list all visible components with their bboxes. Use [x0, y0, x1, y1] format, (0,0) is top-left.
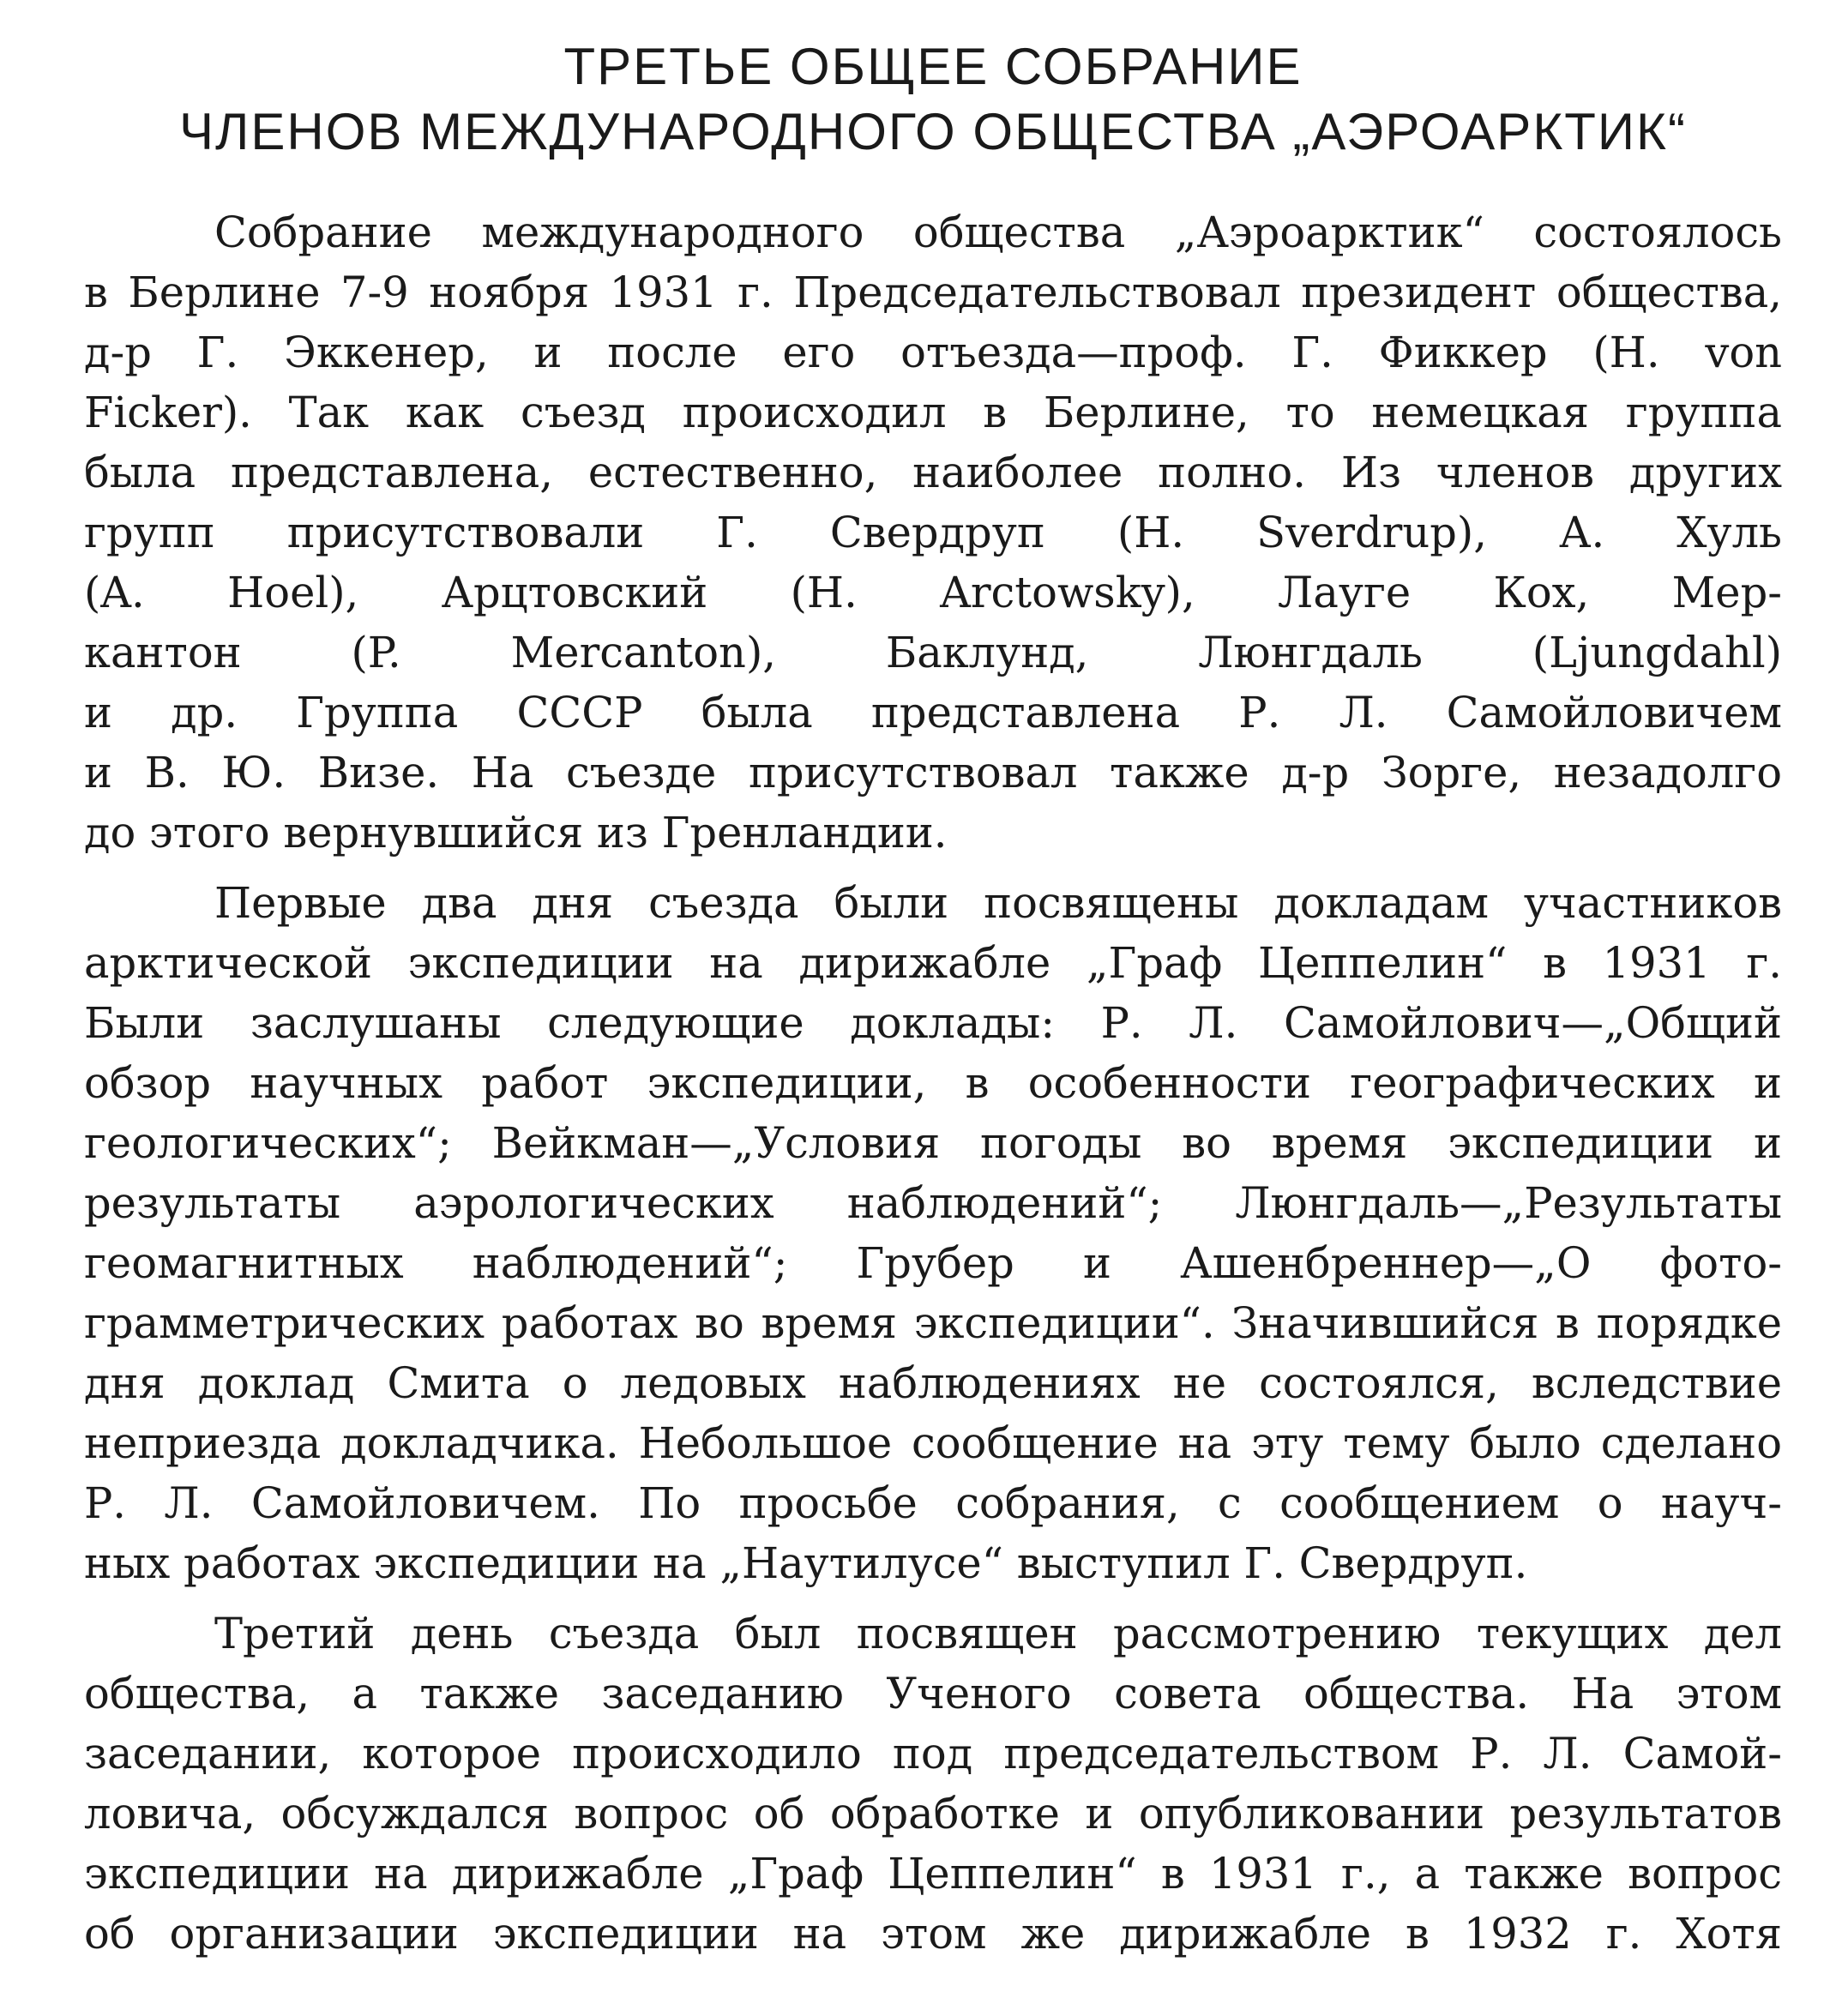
text-line: групп присутствовали Г. Свердруп (H. Sverdrup), А. Хуль [84, 508, 1782, 557]
text-line: в Берлине 7-9 ноября 1931 г. Председательствовал президент общества, [84, 268, 1782, 317]
document-page [84, 34, 1782, 1974]
text-line: кантон (P. Mercanton), Баклунд, Люнгдаль (Ljungdahl) [84, 628, 1782, 677]
article-body [84, 202, 1782, 1964]
text-line: ных работах экспедиции на „Наутилусе“ выступил Г. Свердруп. [84, 1538, 1528, 1588]
text-line: Р. Л. Самойловичем. По просьбе собрания, с сообщением о науч- [84, 1478, 1782, 1528]
text-line: была представлена, естественно, наиболее полно. Из членов других [84, 448, 1782, 497]
text-line: общества, а также заседанию Ученого совета общества. На этом [84, 1669, 1782, 1718]
text-line: и др. Группа СССР была представлена Р. Л. Самойловичем [84, 688, 1782, 737]
text-line: Первые два дня съезда были посвящены докладам участников [214, 878, 1782, 928]
text-line: (A. Hoel), Арцтовский (H. Arctowsky), Лауге Кох, Мер- [84, 568, 1782, 617]
text-line: и В. Ю. Визе. На съезде присутствовал также д-р Зорге, незадолго [84, 748, 1782, 797]
text-line: геомагнитных наблюдений“; Грубер и Ашенбреннер—„О фото- [84, 1238, 1782, 1288]
title-line: ЧЛЕНОВ МЕЖДУНАРОДНОГО ОБЩЕСТВА „АЭРОАРКТИК“ [179, 103, 1687, 160]
document-title [84, 34, 1782, 165]
text-line: Были заслушаны следующие доклады: Р. Л. Самойлович—„Общий [84, 998, 1782, 1048]
text-line: до этого вернувшийся из Гренландии. [84, 808, 948, 858]
text-line: дня доклад Смита о ледовых наблюдениях не состоялся, вследствие [84, 1358, 1782, 1408]
text-line: д-р Г. Эккенер, и после его отъезда—проф. Г. Фиккер (H. von [84, 328, 1782, 377]
text-line: Третий день съезда был посвящен рассмотрению текущих дел [214, 1609, 1782, 1658]
text-line: Собрание международного общества „Аэроарктик“ состоялось [214, 208, 1782, 257]
text-line: геологических“; Вейкман—„Условия погоды во время экспедиции и [84, 1118, 1782, 1168]
text-line: грамметрических работах во время экспедиции“. Значившийся в порядке [84, 1298, 1782, 1348]
text-line: арктической экспедиции на дирижабле „Граф Цеппелин“ в 1931 г. [84, 938, 1782, 988]
paragraph-2 [84, 873, 1782, 1593]
text-line: об организации экспедиции на этом же дирижабле в 1932 г. Хотя [84, 1909, 1782, 1959]
text-line: результаты аэрологических наблюдений“; Люнгдаль—„Результаты [84, 1178, 1782, 1228]
text-line: ловича, обсуждался вопрос об обработке и опубликовании результатов [84, 1789, 1782, 1838]
text-line: экспедиции на дирижабле „Граф Цеппелин“ в 1931 г., а также вопрос [84, 1849, 1782, 1899]
text-line: Ficker). Так как съезд происходил в Берлине, то немецкая группа [84, 388, 1782, 437]
paragraph-1 [84, 202, 1782, 863]
text-line: заседании, которое происходило под председательством Р. Л. Самой- [84, 1729, 1782, 1778]
text-line: обзор научных работ экспедиции, в особенности географических и [84, 1058, 1782, 1108]
paragraph-3 [84, 1604, 1782, 1964]
text-line: неприезда докладчика. Небольшое сообщение на эту тему было сделано [84, 1418, 1782, 1468]
title-line: ТРЕТЬЕ ОБЩЕЕ СОБРАНИЕ [563, 38, 1303, 95]
